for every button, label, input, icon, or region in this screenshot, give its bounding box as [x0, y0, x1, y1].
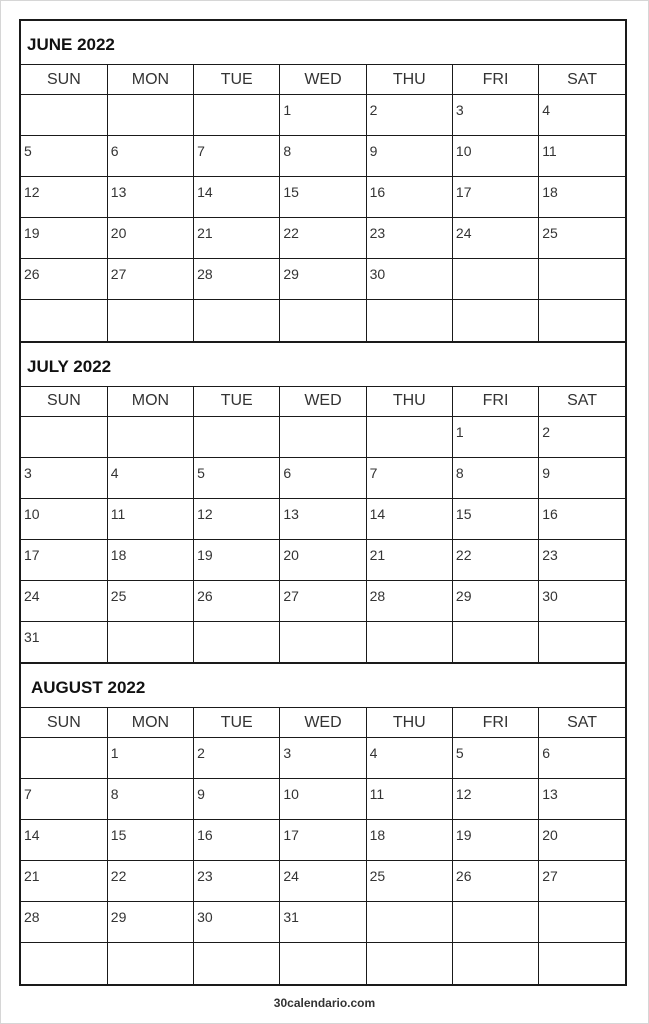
- day-cell: 8: [452, 457, 538, 498]
- day-cell: 6: [539, 738, 625, 779]
- month-block: [21, 341, 625, 663]
- day-cell: 17: [280, 820, 366, 861]
- day-cell: 24: [452, 218, 538, 259]
- day-cell: [194, 300, 280, 341]
- day-cell: [452, 300, 538, 341]
- weekday-header-row: [21, 387, 625, 417]
- day-cell: [366, 300, 452, 341]
- week-row: [21, 498, 625, 539]
- month-grid: [21, 708, 625, 984]
- day-cell: 27: [280, 580, 366, 621]
- day-cell: 4: [539, 95, 625, 136]
- day-cell: 22: [280, 218, 366, 259]
- day-cell: [280, 943, 366, 984]
- weekday-header-row: [21, 65, 625, 95]
- weekday-header: MON: [107, 387, 193, 417]
- week-row: [21, 177, 625, 218]
- month-title: JULY 2022: [21, 343, 625, 387]
- day-cell: [539, 300, 625, 341]
- day-cell: 25: [107, 580, 193, 621]
- weekday-header: SUN: [21, 65, 107, 95]
- day-cell: 13: [107, 177, 193, 218]
- weekday-header: FRI: [452, 708, 538, 738]
- month-block: [21, 662, 625, 984]
- day-cell: 12: [194, 498, 280, 539]
- day-cell: 15: [107, 820, 193, 861]
- day-cell: 24: [280, 861, 366, 902]
- day-cell: 18: [539, 177, 625, 218]
- day-cell: 11: [107, 498, 193, 539]
- day-cell: [21, 300, 107, 341]
- day-cell: 26: [452, 861, 538, 902]
- day-cell: 23: [366, 218, 452, 259]
- week-row: [21, 738, 625, 779]
- day-cell: [539, 259, 625, 300]
- three-month-calendar: [19, 19, 627, 986]
- day-cell: 3: [280, 738, 366, 779]
- week-row: [21, 779, 625, 820]
- weekday-header: TUE: [194, 708, 280, 738]
- month-grid: [21, 387, 625, 663]
- day-cell: 2: [194, 738, 280, 779]
- week-row: [21, 861, 625, 902]
- day-cell: 30: [194, 902, 280, 943]
- day-cell: [194, 95, 280, 136]
- day-cell: [452, 259, 538, 300]
- day-cell: [107, 943, 193, 984]
- day-cell: 7: [194, 136, 280, 177]
- day-cell: 16: [194, 820, 280, 861]
- weekday-header: THU: [366, 65, 452, 95]
- day-cell: 19: [21, 218, 107, 259]
- day-cell: 17: [21, 539, 107, 580]
- day-cell: 25: [366, 861, 452, 902]
- week-row: [21, 259, 625, 300]
- day-cell: 2: [539, 416, 625, 457]
- day-cell: [452, 943, 538, 984]
- day-cell: 30: [539, 580, 625, 621]
- day-cell: [107, 621, 193, 662]
- weekday-header: SUN: [21, 387, 107, 417]
- day-cell: 14: [366, 498, 452, 539]
- day-cell: 9: [194, 779, 280, 820]
- day-cell: [21, 738, 107, 779]
- day-cell: [194, 621, 280, 662]
- day-cell: 2: [366, 95, 452, 136]
- month-title: AUGUST 2022: [21, 664, 625, 708]
- day-cell: 26: [194, 580, 280, 621]
- weekday-header: FRI: [452, 65, 538, 95]
- day-cell: [21, 943, 107, 984]
- weekday-header: FRI: [452, 387, 538, 417]
- month-title: JUNE 2022: [21, 21, 625, 65]
- weekday-header: WED: [280, 387, 366, 417]
- day-cell: 28: [21, 902, 107, 943]
- day-cell: 9: [539, 457, 625, 498]
- day-cell: 13: [539, 779, 625, 820]
- day-cell: [366, 621, 452, 662]
- day-cell: [539, 902, 625, 943]
- week-row: [21, 416, 625, 457]
- day-cell: [280, 300, 366, 341]
- weekday-header: SAT: [539, 387, 625, 417]
- day-cell: 8: [107, 779, 193, 820]
- week-row: [21, 300, 625, 341]
- day-cell: 1: [107, 738, 193, 779]
- day-cell: 14: [21, 820, 107, 861]
- day-cell: 20: [280, 539, 366, 580]
- day-cell: [366, 943, 452, 984]
- day-cell: [194, 943, 280, 984]
- day-cell: 27: [539, 861, 625, 902]
- week-row: [21, 820, 625, 861]
- day-cell: 6: [107, 136, 193, 177]
- day-cell: 31: [280, 902, 366, 943]
- weekday-header: TUE: [194, 65, 280, 95]
- week-row: [21, 457, 625, 498]
- day-cell: [107, 95, 193, 136]
- day-cell: 18: [107, 539, 193, 580]
- day-cell: 18: [366, 820, 452, 861]
- week-row: [21, 95, 625, 136]
- day-cell: 5: [21, 136, 107, 177]
- day-cell: [366, 902, 452, 943]
- day-cell: 26: [21, 259, 107, 300]
- day-cell: 10: [280, 779, 366, 820]
- weekday-header: SUN: [21, 708, 107, 738]
- weekday-header-row: [21, 708, 625, 738]
- day-cell: 19: [194, 539, 280, 580]
- week-row: [21, 136, 625, 177]
- day-cell: 14: [194, 177, 280, 218]
- week-row: [21, 539, 625, 580]
- day-cell: 7: [366, 457, 452, 498]
- week-row: [21, 902, 625, 943]
- day-cell: 29: [280, 259, 366, 300]
- day-cell: 23: [194, 861, 280, 902]
- day-cell: 20: [107, 218, 193, 259]
- day-cell: 1: [452, 416, 538, 457]
- day-cell: 8: [280, 136, 366, 177]
- day-cell: 21: [366, 539, 452, 580]
- week-row: [21, 943, 625, 984]
- day-cell: 3: [452, 95, 538, 136]
- site-credit: 30calendario.com: [273, 996, 376, 1010]
- day-cell: [452, 621, 538, 662]
- day-cell: 29: [107, 902, 193, 943]
- weekday-header: THU: [366, 387, 452, 417]
- week-row: [21, 621, 625, 662]
- day-cell: 5: [194, 457, 280, 498]
- day-cell: 3: [21, 457, 107, 498]
- day-cell: [107, 300, 193, 341]
- day-cell: 28: [366, 580, 452, 621]
- weekday-header: SAT: [539, 708, 625, 738]
- weekday-header: WED: [280, 65, 366, 95]
- weekday-header: WED: [280, 708, 366, 738]
- day-cell: [194, 416, 280, 457]
- day-cell: [21, 416, 107, 457]
- day-cell: 27: [107, 259, 193, 300]
- weekday-header: SAT: [539, 65, 625, 95]
- month-block: [21, 21, 625, 341]
- day-cell: 31: [21, 621, 107, 662]
- day-cell: 22: [452, 539, 538, 580]
- day-cell: 4: [366, 738, 452, 779]
- week-row: [21, 580, 625, 621]
- week-row: [21, 218, 625, 259]
- weekday-header: TUE: [194, 387, 280, 417]
- day-cell: [539, 621, 625, 662]
- day-cell: 11: [366, 779, 452, 820]
- day-cell: 23: [539, 539, 625, 580]
- day-cell: 22: [107, 861, 193, 902]
- weekday-header: THU: [366, 708, 452, 738]
- day-cell: 19: [452, 820, 538, 861]
- day-cell: [452, 902, 538, 943]
- day-cell: 16: [539, 498, 625, 539]
- day-cell: [280, 416, 366, 457]
- day-cell: 16: [366, 177, 452, 218]
- day-cell: 1: [280, 95, 366, 136]
- day-cell: [21, 95, 107, 136]
- weekday-header: MON: [107, 708, 193, 738]
- day-cell: 10: [452, 136, 538, 177]
- month-grid: [21, 65, 625, 341]
- day-cell: 12: [21, 177, 107, 218]
- day-cell: 28: [194, 259, 280, 300]
- day-cell: 17: [452, 177, 538, 218]
- day-cell: 15: [280, 177, 366, 218]
- day-cell: 24: [21, 580, 107, 621]
- weekday-header: MON: [107, 65, 193, 95]
- day-cell: 11: [539, 136, 625, 177]
- day-cell: 4: [107, 457, 193, 498]
- day-cell: [366, 416, 452, 457]
- day-cell: 21: [21, 861, 107, 902]
- day-cell: 20: [539, 820, 625, 861]
- day-cell: 29: [452, 580, 538, 621]
- day-cell: 30: [366, 259, 452, 300]
- day-cell: 13: [280, 498, 366, 539]
- day-cell: 21: [194, 218, 280, 259]
- day-cell: 5: [452, 738, 538, 779]
- day-cell: 15: [452, 498, 538, 539]
- day-cell: 9: [366, 136, 452, 177]
- day-cell: 7: [21, 779, 107, 820]
- day-cell: [107, 416, 193, 457]
- day-cell: [539, 943, 625, 984]
- day-cell: 12: [452, 779, 538, 820]
- day-cell: 25: [539, 218, 625, 259]
- day-cell: [280, 621, 366, 662]
- day-cell: 10: [21, 498, 107, 539]
- day-cell: 6: [280, 457, 366, 498]
